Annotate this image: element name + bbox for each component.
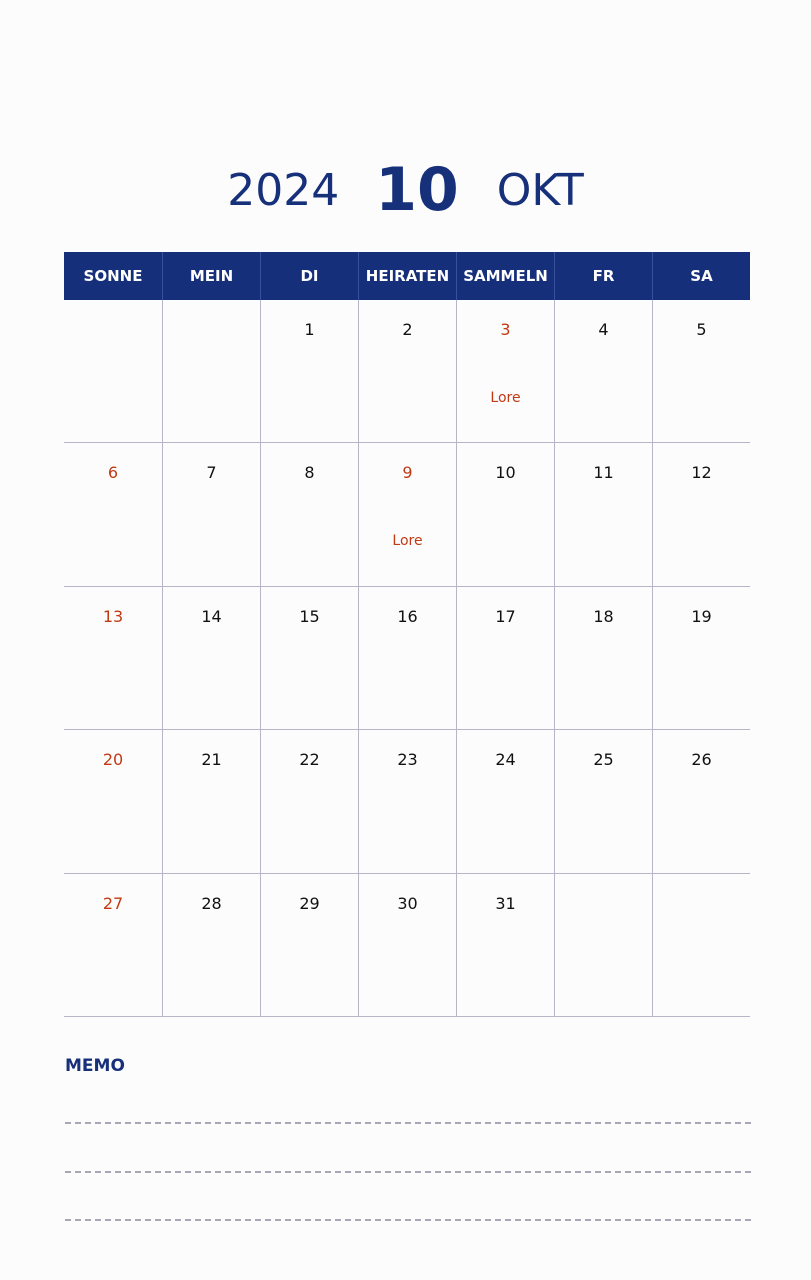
day-number: 29 (299, 893, 320, 913)
day-number: 15 (299, 606, 320, 626)
day-cell[interactable] (162, 443, 260, 586)
day-number: 8 (304, 463, 315, 483)
day-cell[interactable] (652, 300, 750, 443)
day-number: 13 (102, 606, 124, 626)
memo-title: MEMO (65, 1056, 125, 1076)
day-number: 11 (593, 463, 614, 483)
day-cell[interactable] (64, 443, 162, 586)
day-cell[interactable] (456, 587, 554, 730)
day-cell[interactable] (554, 587, 652, 730)
day-cell[interactable] (64, 587, 162, 730)
month-name: OKT (496, 164, 584, 216)
weekday-header: DI (260, 252, 358, 300)
empty-day-cell (64, 300, 162, 443)
day-cell[interactable] (456, 730, 554, 873)
day-number: 1 (304, 320, 315, 339)
memo-line[interactable] (65, 1122, 751, 1124)
day-number: 18 (593, 606, 614, 626)
month-number: 10 (375, 155, 459, 225)
day-number: 6 (107, 463, 119, 483)
weekday-header: MEIN (162, 252, 260, 300)
day-number: 12 (691, 463, 712, 483)
weekday-header: HEIRATEN (358, 252, 456, 300)
calendar-table (64, 252, 750, 1017)
day-cell[interactable] (358, 587, 456, 730)
empty-day-cell (554, 874, 652, 1017)
day-number: 7 (206, 463, 217, 483)
day-cell[interactable] (358, 874, 456, 1017)
day-number: 31 (495, 893, 516, 913)
weekday-header: SAMMELN (456, 252, 554, 300)
day-cell[interactable] (456, 300, 554, 443)
day-number: 24 (495, 750, 516, 770)
day-cell[interactable] (64, 730, 162, 873)
day-cell[interactable] (162, 874, 260, 1017)
day-cell[interactable] (162, 587, 260, 730)
calendar-grid (64, 300, 750, 1017)
memo-line[interactable] (65, 1219, 751, 1221)
calendar-header (0, 150, 811, 230)
day-number: 10 (495, 463, 516, 483)
day-cell[interactable] (260, 300, 358, 443)
day-number: 25 (593, 750, 614, 770)
day-number: 4 (598, 320, 609, 339)
day-cell[interactable] (554, 300, 652, 443)
day-cell[interactable] (260, 443, 358, 586)
weekday-header: SONNE (83, 267, 143, 285)
day-number: 2 (402, 320, 413, 339)
day-cell[interactable] (358, 300, 456, 443)
day-cell[interactable] (260, 874, 358, 1017)
day-cell[interactable] (554, 443, 652, 586)
day-number: 19 (691, 606, 712, 626)
day-number: 5 (696, 320, 707, 339)
year-label: 2024 (227, 164, 340, 216)
day-cell[interactable] (162, 730, 260, 873)
day-cell[interactable] (652, 730, 750, 873)
day-cell[interactable] (652, 443, 750, 586)
day-cell[interactable] (260, 587, 358, 730)
weekday-header: FR (554, 252, 652, 300)
day-number: 17 (495, 606, 516, 626)
day-number: 22 (299, 750, 320, 770)
day-cell[interactable] (358, 730, 456, 873)
empty-day-cell (652, 874, 750, 1017)
day-cell[interactable] (260, 730, 358, 873)
day-number: 3 (500, 320, 511, 339)
day-number: 21 (201, 750, 222, 770)
day-event: Lore (490, 390, 521, 406)
day-number: 14 (201, 606, 222, 626)
day-cell[interactable] (456, 874, 554, 1017)
weekday-header: SA (652, 252, 750, 300)
day-number: 28 (201, 893, 222, 913)
day-cell[interactable] (652, 587, 750, 730)
day-number: 9 (402, 463, 413, 483)
day-event: Lore (392, 533, 423, 550)
day-number: 23 (397, 750, 418, 770)
empty-day-cell (162, 300, 260, 443)
day-cell[interactable] (456, 443, 554, 586)
weekday-header-row (64, 252, 750, 300)
day-number: 30 (397, 893, 418, 913)
day-cell[interactable] (554, 730, 652, 873)
day-number: 16 (397, 606, 418, 626)
day-cell[interactable] (64, 874, 162, 1017)
day-cell[interactable] (358, 443, 456, 586)
day-number: 26 (691, 750, 712, 770)
day-number: 27 (102, 893, 124, 913)
memo-line[interactable] (65, 1171, 751, 1173)
day-number: 20 (102, 750, 124, 770)
